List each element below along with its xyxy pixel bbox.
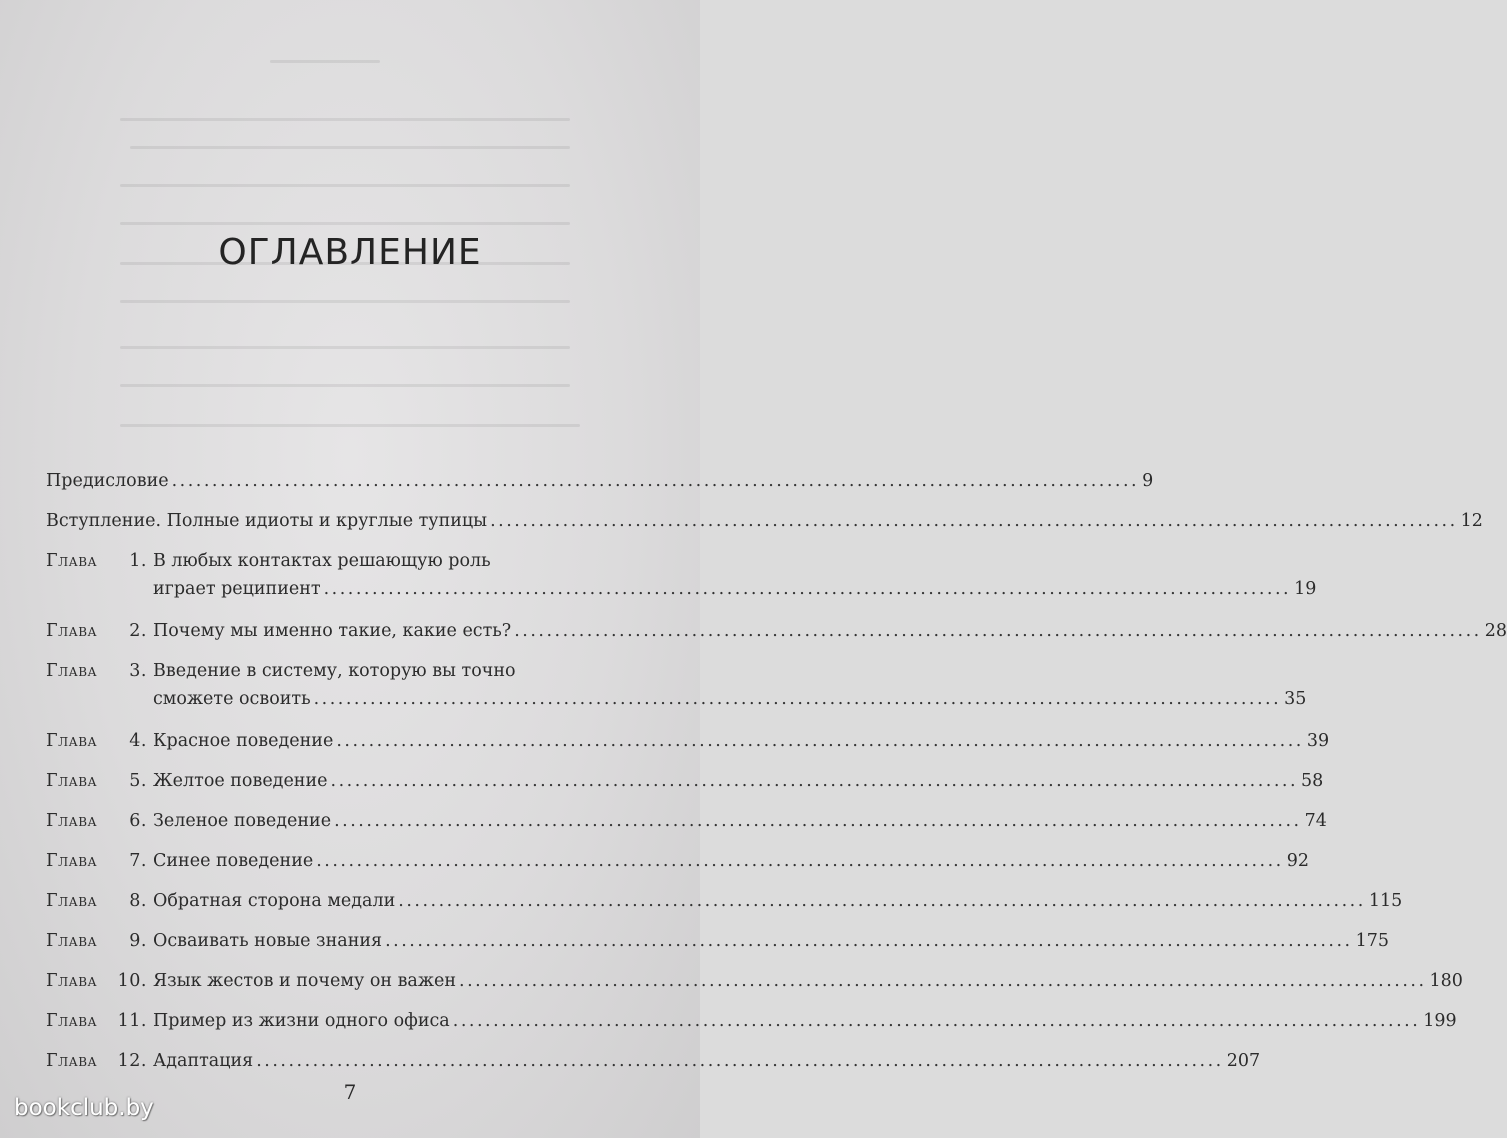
- toc-entry: [46, 967, 1463, 995]
- entry-page-number: 28: [1484, 621, 1507, 641]
- chapter-word: Глава: [46, 1051, 98, 1071]
- chapter-number: 12.: [117, 1051, 147, 1071]
- entry-title: Красное поведение: [153, 731, 334, 751]
- entry-body: [153, 767, 1324, 795]
- entry-line: [153, 1007, 1457, 1035]
- toc-entry: [46, 1007, 1457, 1035]
- entry-title: играет реципиент: [153, 579, 321, 599]
- entry-line: [46, 507, 1483, 535]
- entry-page-number: 58: [1301, 771, 1324, 791]
- entry-body: [153, 547, 1317, 603]
- chapter-word: Глава: [46, 731, 98, 751]
- entry-body: [153, 617, 1507, 645]
- chapter-number: 11.: [117, 1011, 147, 1031]
- toc-entry: [46, 847, 1310, 875]
- chapter-label: [46, 657, 153, 685]
- entry-page-number: 207: [1226, 1051, 1261, 1071]
- entry-body: [46, 507, 1483, 535]
- chapter-word: Глава: [46, 891, 98, 911]
- chapter-label: [46, 727, 153, 755]
- chapter-number: 4.: [129, 731, 147, 751]
- page-number: 7: [343, 1080, 357, 1104]
- table-of-contents: [46, 455, 1507, 1075]
- entry-page-number: 92: [1286, 851, 1310, 871]
- chapter-word: Глава: [46, 661, 98, 681]
- ghost-line: [120, 384, 570, 387]
- chapter-label: [46, 1047, 153, 1075]
- entry-line: [153, 685, 1307, 713]
- entry-body: [153, 887, 1403, 915]
- ghost-line: [270, 60, 380, 63]
- chapter-label: [46, 967, 153, 995]
- entry-line: [153, 887, 1403, 915]
- entry-title: Пример из жизни одного офиса: [153, 1011, 450, 1031]
- entry-line: [153, 657, 608, 685]
- entry-page-number: 74: [1304, 811, 1327, 831]
- entry-body: [153, 847, 1310, 875]
- chapter-label: [46, 927, 153, 955]
- chapter-word: Глава: [46, 551, 98, 571]
- entry-body: [153, 927, 1390, 955]
- dot-leader: ........................................................................................................................: [452, 1011, 1421, 1031]
- dot-leader: ........................................................................................................................: [514, 621, 1482, 641]
- entry-page-number: 199: [1423, 1011, 1457, 1031]
- entry-title: Почему мы именно такие, какие есть?: [153, 621, 512, 641]
- entry-line: [153, 547, 608, 575]
- entry-page-number: 175: [1355, 931, 1390, 951]
- entry-line: [153, 617, 1507, 645]
- chapter-word: Глава: [46, 771, 98, 791]
- toc-entry: [46, 927, 1390, 955]
- entry-page-number: 39: [1306, 731, 1330, 751]
- entry-title: Адаптация: [153, 1051, 254, 1071]
- entry-title: Обратная сторона медали: [153, 891, 396, 911]
- chapter-label: [46, 1007, 153, 1035]
- chapter-label: [46, 807, 153, 835]
- entry-body: [153, 727, 1330, 755]
- chapter-number: 9.: [129, 931, 147, 951]
- chapter-word: Глава: [46, 811, 98, 831]
- dot-leader: ........................................................................................................................: [334, 811, 1302, 831]
- ghost-line: [120, 184, 570, 187]
- dot-leader: ........................................................................................................................: [256, 1051, 1224, 1071]
- toc-entry: [46, 727, 1330, 755]
- entry-title: Введение в систему, которую вы точно: [153, 661, 516, 681]
- ghost-line: [120, 424, 580, 427]
- entry-title: Осваивать новые знания: [153, 931, 383, 951]
- entry-line: [153, 847, 1310, 875]
- entry-title: Синее поведение: [153, 851, 314, 871]
- toc-entry: [46, 617, 1507, 645]
- dot-leader: ........................................................................................................................: [459, 971, 1427, 991]
- chapter-word: Глава: [46, 971, 98, 991]
- entry-body: [153, 807, 1327, 835]
- entry-line: [46, 467, 1154, 495]
- entry-page-number: 115: [1368, 891, 1403, 911]
- entry-body: [46, 467, 1154, 495]
- toc-entry: [46, 887, 1403, 915]
- ghost-line: [120, 300, 570, 303]
- dot-leader: ........................................................................................................................: [313, 689, 1282, 709]
- dot-leader: ........................................................................................................................: [385, 931, 1353, 951]
- chapter-label: [46, 617, 153, 645]
- entry-body: [153, 1007, 1457, 1035]
- show-through-text: [0, 0, 700, 460]
- entry-page-number: 12: [1460, 511, 1483, 531]
- toc-entry: [46, 657, 1307, 713]
- ghost-line: [120, 118, 570, 121]
- entry-body: [153, 1047, 1261, 1075]
- chapter-number: 5.: [129, 771, 147, 791]
- entry-line: [153, 1047, 1261, 1075]
- chapter-number: 7.: [129, 851, 147, 871]
- chapter-number: 3.: [129, 661, 147, 681]
- toc-entry: [46, 467, 1154, 495]
- entry-line: [153, 967, 1463, 995]
- toc-entry: [46, 807, 1327, 835]
- entry-title: Вступление. Полные идиоты и круглые тупицы: [46, 511, 488, 531]
- dot-leader: ........................................................................................................................: [398, 891, 1366, 911]
- chapter-number: 2.: [129, 621, 147, 641]
- entry-line: [153, 767, 1324, 795]
- toc-entry: [46, 1047, 1261, 1075]
- toc-entry: [46, 547, 1317, 603]
- chapter-number: 8.: [129, 891, 147, 911]
- entry-title: Желтое поведение: [153, 771, 328, 791]
- entry-title: сможете освоить: [153, 689, 311, 709]
- chapter-number: 10.: [117, 971, 147, 991]
- entry-page-number: 9: [1142, 471, 1154, 491]
- chapter-word: Глава: [46, 931, 98, 951]
- chapter-number: 1.: [129, 551, 147, 571]
- entry-title: Предисловие: [46, 471, 169, 491]
- entry-line: [153, 575, 1317, 603]
- watermark-logo: bookclub.by: [14, 1095, 154, 1121]
- entry-title: Язык жестов и почему он важен: [153, 971, 456, 991]
- chapter-label: [46, 887, 153, 915]
- entry-page-number: 35: [1284, 689, 1307, 709]
- chapter-word: Глава: [46, 851, 98, 871]
- dot-leader: ........................................................................................................................: [316, 851, 1284, 871]
- chapter-number: 6.: [129, 811, 147, 831]
- page-title: ОГЛАВЛЕНИЕ: [218, 232, 482, 273]
- chapter-label: [46, 767, 153, 795]
- chapter-label: [46, 847, 153, 875]
- ghost-line: [130, 146, 570, 149]
- entry-title: Зеленое поведение: [153, 811, 332, 831]
- entry-title: В любых контактах решающую роль: [153, 551, 491, 571]
- chapter-word: Глава: [46, 1011, 98, 1031]
- chapter-word: Глава: [46, 621, 98, 641]
- dot-leader: ........................................................................................................................: [336, 731, 1304, 751]
- dot-leader: ........................................................................................................................: [323, 579, 1292, 599]
- entry-page-number: 19: [1294, 579, 1317, 599]
- entry-line: [153, 807, 1327, 835]
- dot-leader: ........................................................................................................................: [330, 771, 1299, 791]
- toc-entry: [46, 507, 1483, 535]
- entry-line: [153, 727, 1330, 755]
- entry-page-number: 180: [1429, 971, 1463, 991]
- dot-leader: ........................................................................................................................: [490, 511, 1458, 531]
- entry-body: [153, 967, 1463, 995]
- ghost-line: [120, 222, 570, 225]
- toc-entry: [46, 767, 1324, 795]
- entry-line: [153, 927, 1390, 955]
- entry-body: [153, 657, 1307, 713]
- ghost-line: [120, 346, 570, 349]
- dot-leader: ........................................................................................................................: [171, 471, 1140, 491]
- chapter-label: [46, 547, 153, 575]
